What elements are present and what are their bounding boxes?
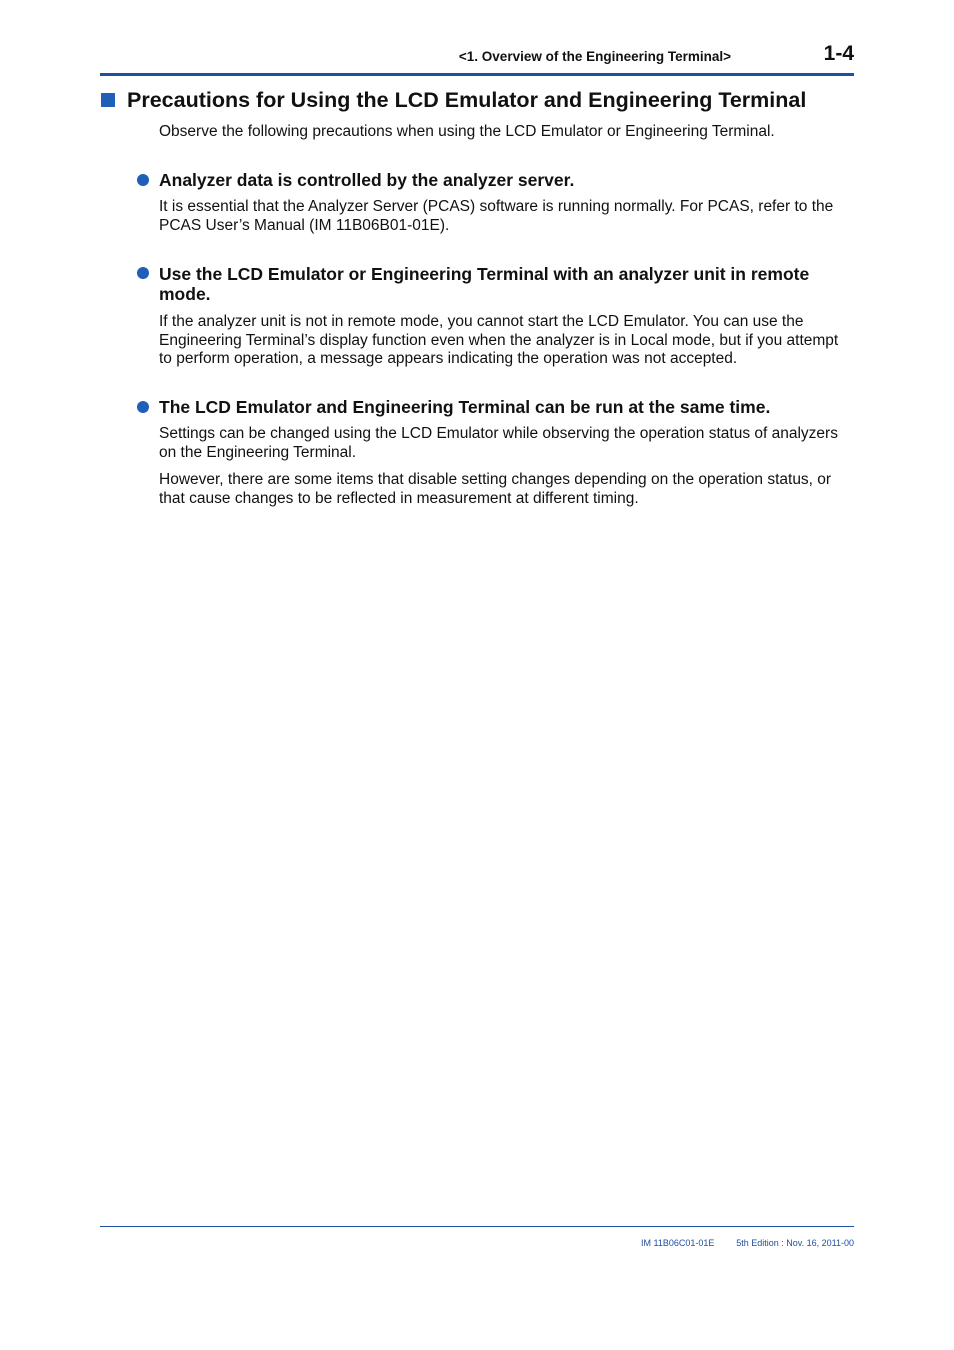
precaution-paragraph: However, there are some items that disable setting changes depending on the operation status, or that cause changes to be reflected in measurement at different timing. bbox=[159, 471, 832, 507]
precaution-paragraph: It is essential that the Analyzer Server (PCAS) software is running normally. For PCAS, refer to the PCAS User’s Manual (IM 11B06B01-01E). bbox=[159, 198, 834, 234]
chapter-title: <1. Overview of the Engineering Terminal> bbox=[458, 49, 731, 64]
precaution-heading: The LCD Emulator and Engineering Terminal can be run at the same time. bbox=[159, 397, 771, 417]
header-divider bbox=[100, 73, 854, 76]
circle-bullet-icon bbox=[137, 174, 149, 186]
section-heading: Precautions for Using the LCD Emulator and Engineering Terminal bbox=[127, 88, 807, 112]
precaution-paragraph: Settings can be changed using the LCD Emulator while observing the operation status of analyzers on the Engineering Terminal. bbox=[159, 425, 838, 461]
document-number: IM 11B06C01-01E bbox=[641, 1238, 715, 1248]
footer-divider bbox=[100, 1226, 854, 1227]
circle-bullet-icon bbox=[137, 401, 149, 413]
circle-bullet-icon bbox=[137, 267, 149, 279]
precaution-heading: Use the LCD Emulator or Engineering Terminal with an analyzer unit in remote mode. bbox=[159, 264, 810, 304]
edition-info: 5th Edition : Nov. 16, 2011-00 bbox=[736, 1238, 854, 1248]
section-intro: Observe the following precautions when using the LCD Emulator or Engineering Terminal. bbox=[159, 123, 775, 140]
page-number: 1-4 bbox=[823, 42, 854, 65]
square-bullet-icon bbox=[101, 93, 115, 107]
precaution-paragraph: If the analyzer unit is not in remote mode, you cannot start the LCD Emulator. You can use the Engineering Terminal’s display function even when the analyzer is in Local mode, but if you attempt to perform operation, a message appears indicating the operation was not accepted. bbox=[159, 313, 839, 368]
precaution-heading: Analyzer data is controlled by the analyzer server. bbox=[159, 170, 575, 190]
